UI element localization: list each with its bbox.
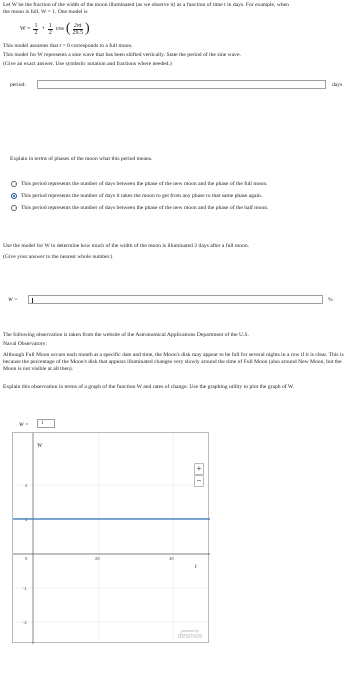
- fraction-one-half-2: $\frac{1}{2}$: [48, 22, 52, 36]
- option-radio-2[interactable]: [11, 193, 17, 199]
- nearest-hint: (Give your answer to the nearest whole number.): [3, 254, 113, 260]
- observation-quote: Although Full Moon occurs each month at a specific date and time, the Moon's disk may appear to be full for several nights in a row if it is clear. This is because the percentage of the Moon's disk that appears illuminated changes very slowly around the time of Full Moon (also around New Moon, but the Moon is not visible at all then).: [3, 352, 344, 373]
- fraction-argument: 2πt 29.5: [72, 22, 84, 36]
- y-tick-2: 2: [25, 483, 28, 488]
- grid-lines: [13, 433, 210, 644]
- option-label-1[interactable]: This period represents the number of days between the phase of the new moon and the phase of the full moon.: [21, 181, 268, 187]
- option-label-2[interactable]: This period represents the number of days it takes the moon to get from any phase to that same phase again.: [21, 193, 263, 199]
- exact-hint: (Give an exact answer. Use symbolic notation and fractions where needed.): [3, 61, 172, 67]
- zoom-in-button[interactable]: +: [194, 463, 204, 475]
- graph-canvas: [13, 433, 210, 644]
- assumption-text: This model assumes that t = 0 corresponds to a full moon.: [3, 43, 133, 49]
- observation-line-2: Naval Observatory:: [3, 341, 47, 347]
- fraction-one-half: $\frac{1}{2}$: [34, 22, 38, 36]
- graph-expr-label: W =: [19, 422, 29, 428]
- powered-by-text: powered by: [180, 629, 200, 633]
- paren-right: ): [85, 21, 90, 36]
- y-tick-1: 1: [25, 517, 28, 522]
- x-tick-40: 40: [169, 556, 174, 561]
- model-formula: [20, 20, 90, 38]
- zoom-out-button[interactable]: −: [194, 475, 204, 487]
- desmos-logo: desmos: [177, 633, 203, 640]
- w-answer-unit: %: [328, 297, 333, 303]
- formula-lhs: W =: [20, 26, 31, 32]
- observation-line-1: The following observation is taken from the website of the Astronomical Applications Department of the U.S.: [3, 332, 249, 338]
- intro-line-2: the moon is full, W = 1. One model is: [3, 9, 88, 16]
- y-tick-minus-2: -2: [23, 620, 27, 625]
- option-label-3[interactable]: This period represents the number of days between the phase of the new moon and the phase of the half moon.: [21, 205, 269, 211]
- period-label: period:: [10, 82, 26, 88]
- formula-cos: cos: [55, 26, 64, 32]
- period-unit: days: [332, 82, 343, 88]
- x-axis-label: t: [195, 564, 197, 570]
- graph-expr-input[interactable]: 1: [37, 419, 55, 428]
- sine-question: This model for W represents a sine wave that has been shifted vertically. State the period of the sine wave.: [3, 52, 241, 58]
- period-input[interactable]: [37, 80, 326, 89]
- formula-plus: +: [41, 26, 45, 32]
- y-tick-minus-1: -1: [23, 586, 27, 591]
- use-model-text: Use the model for W to determine how much of the width of the moon is illuminated 2 days after a full moon.: [3, 243, 250, 249]
- w-answer-label: W =: [8, 297, 18, 303]
- paren-left: (: [65, 21, 71, 36]
- intro-line-1: Let W be the fraction of the width of the moon illuminated (as we observe it) as a function of time t in days. For example, when: [3, 2, 289, 8]
- y-tick-0: 0: [25, 556, 28, 561]
- intro-text: [3, 2, 345, 16]
- observation-explain: Explain this observation in terms of a graph of the function W and rates of change. Use the graphing utility to plot the graph of W.: [3, 384, 295, 390]
- y-axis-label: W: [37, 443, 42, 449]
- option-radio-1[interactable]: [11, 181, 17, 187]
- desmos-branding[interactable]: [173, 629, 207, 641]
- x-tick-20: 20: [95, 556, 100, 561]
- text-cursor: [32, 298, 33, 303]
- w-answer-input[interactable]: [28, 295, 323, 304]
- explain-prompt: Explain in terms of phases of the moon what this period means.: [10, 156, 153, 162]
- option-radio-3[interactable]: [11, 205, 17, 211]
- desmos-graph[interactable]: [12, 432, 209, 643]
